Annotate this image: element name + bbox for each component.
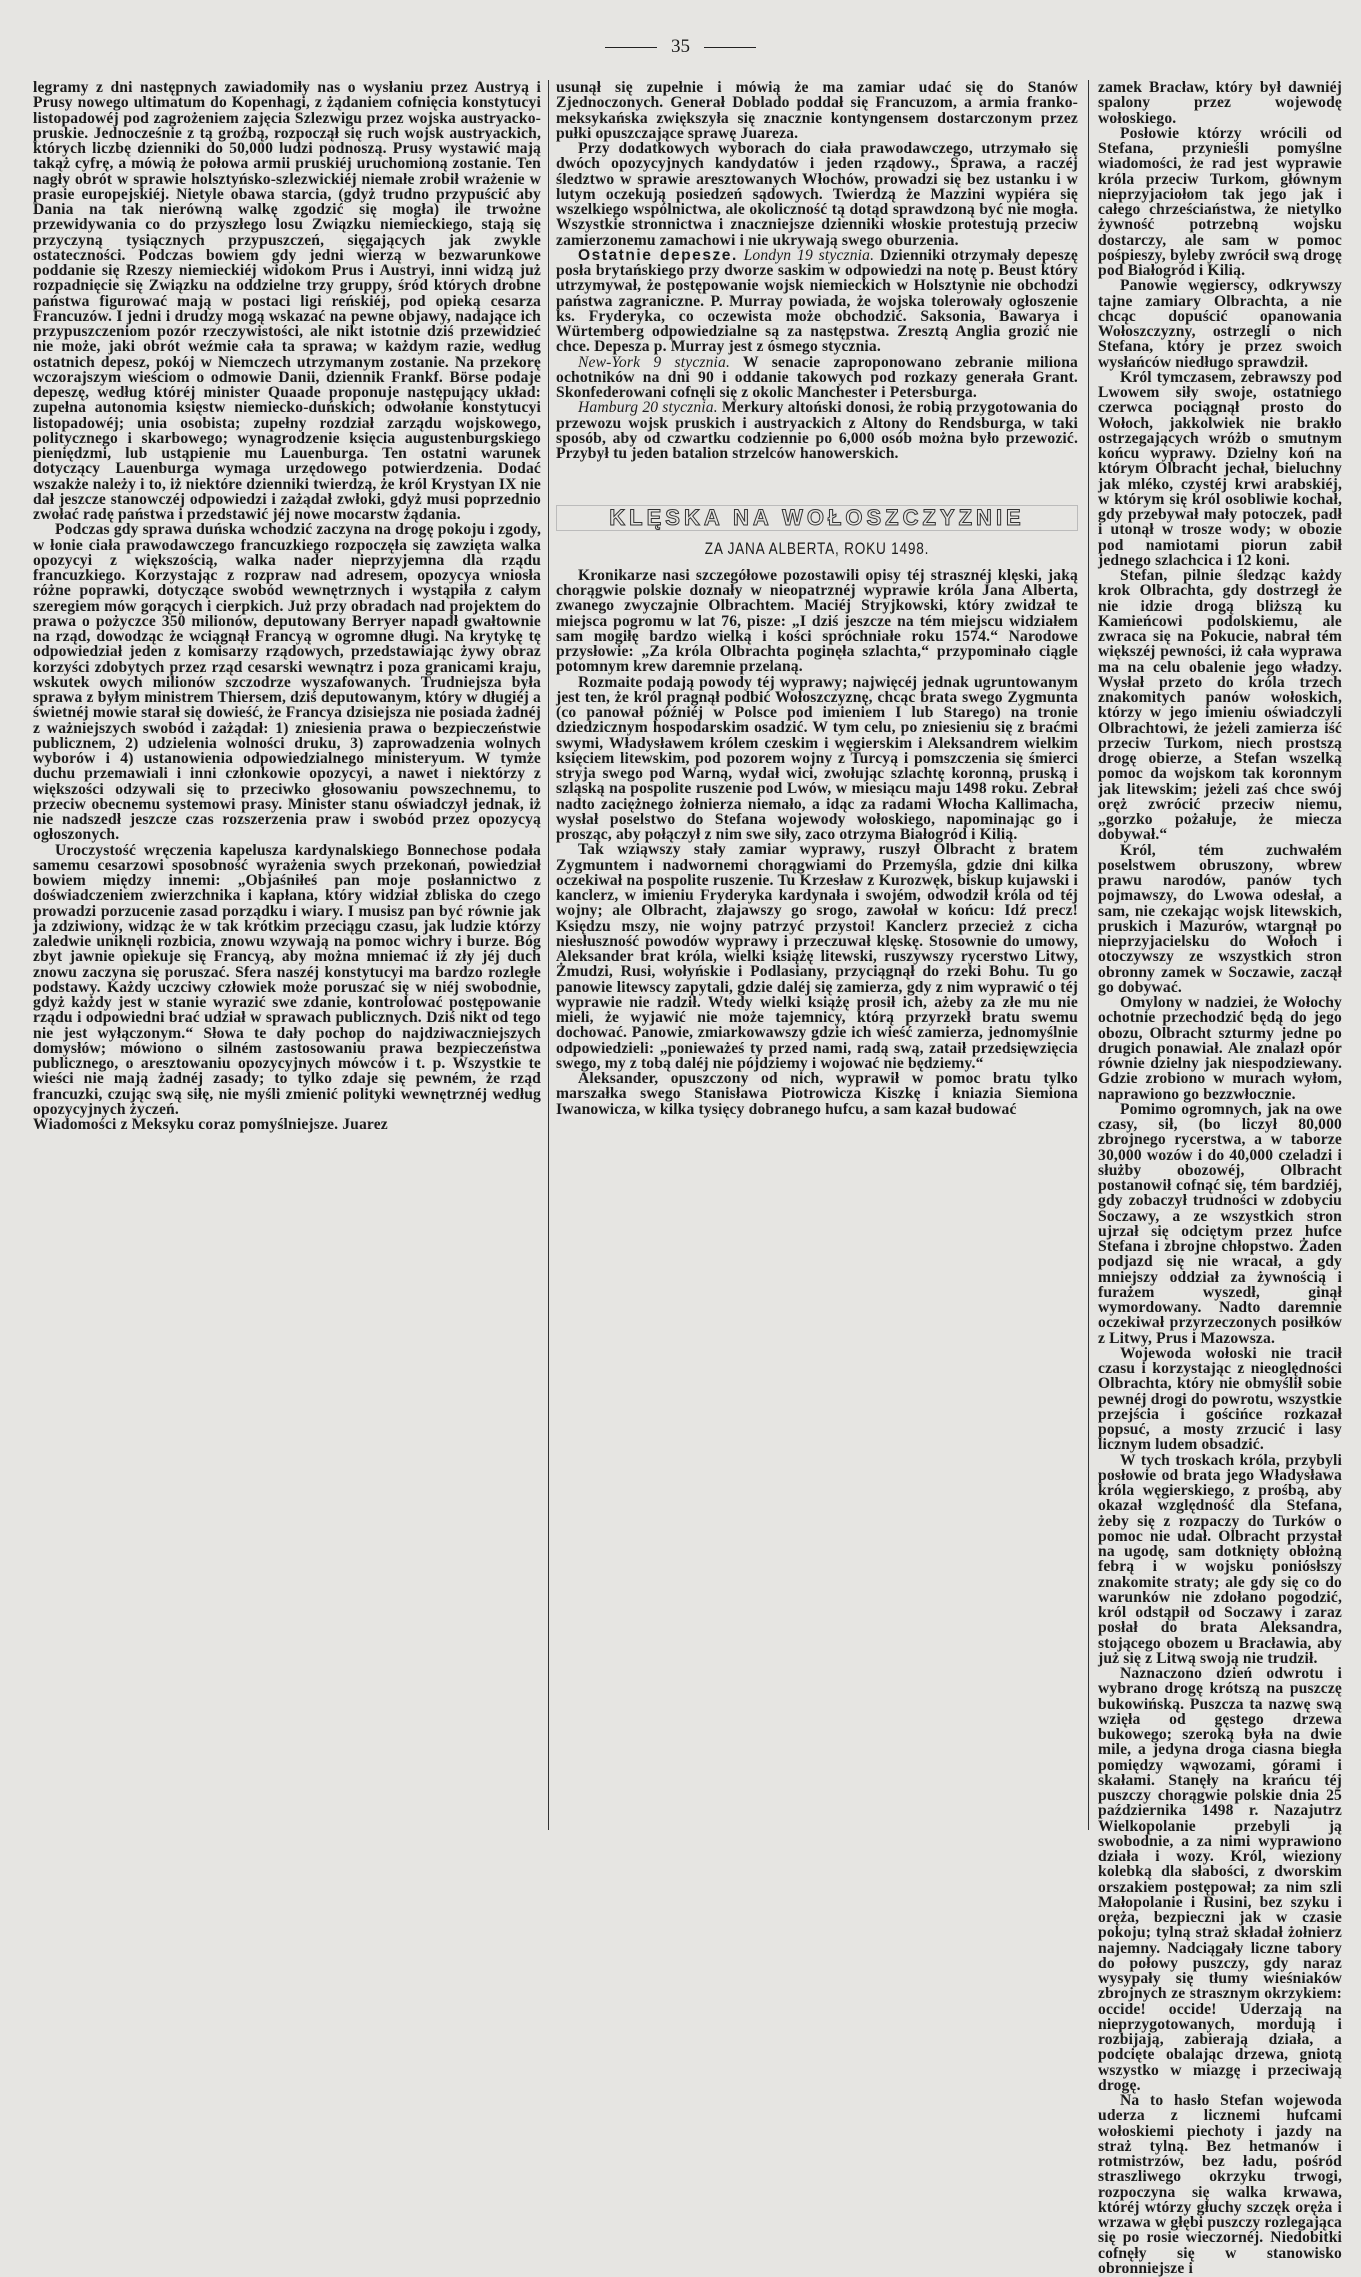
column-rule (548, 80, 549, 1830)
paragraph: W tych troskach króla, przybyli posłowie od brata jego Władysława króla węgierskiego, z prośbą, aby okazał względność dla Stefana, żeby się z rozpaczy do Turków o pomoc nie udał. Olbracht przystał na ugodę, sam dotknięty obłożną febrą i w wojsku poniósłszy znakomite straty; ale gdy się co do warunków nie zdołano pogodzić, król odstąpił od Soczawy i zaraz posłał do brata Aleksandra, stojącego obozem u Bracławia, aby już się z Litwą swoją nie trudził. (1098, 1451, 1342, 1667)
article-subtitle: ZA JANA ALBERTA, ROKU 1498. (704, 538, 930, 558)
paragraph: Na to hasło Stefan wojewoda uderza z licznemi hufcami wołoskiemi piechoty i jazdy na straż tylną. Bez hetmanów i rotmistrzów, bez ładu, pośród straszliwego okrzyku trwogi, rozpoczyna się walka krwawa, któréj wtórzy głuchy szczęk oręża i wrzawa w głębi puszczy rozlegająca się po rosie wieczornéj. Niedobitki cofnęły się w stanowisko obronniejsze i (1098, 2092, 1342, 2277)
paragraph: Stefan, pilnie śledząc każdy krok Olbrachta, gdy dostrzegł że nie idzie drogą bliższą ku Kamieńcowi podolskiemu, ale zwraca się na Pokucie, nabrał tém większéj pewności, iż cała wyprawa ma na celu obalenie jego władzy. Wysłał przeto do króla trzech znakomitych panów wołoskich, którzy w jego imieniu oświadczyli Olbrachtowi, że jeżeli zamierza iść przeciw Turkom, niech prostszą drogę obierze, a Stefan wszelką pomoc da wojskom tak koronnym jak litewskim; jeżeli zaś chce swój oręż zwrócić przeciw niemu, „gorzko pożałuje, że miecza dobywał.“ (1098, 567, 1342, 844)
dispatch-body: Dzienniki otrzymały depeszę posła brytańskiego przy dworze saskim w odpowiedzi na notę p. Beust który utrzymywał, że postępowanie wojsk niemieckich w Holsztynie nie obchodzi państwa zagraniczne. P. Murray powiada, że wojska tolerowały ogłoszenie ks. Fryderyka, co oczewista może obchodzić. Saksonia, Bawarya i Würtemberg odpowiedzialne są za następstwa. Zresztą Anglia grozić nie chce. Depesza p. Murray jest z ósmego stycznia. (556, 246, 1078, 356)
paragraph: usunął się zupełnie i mówią że ma zamiar udać się do Stanów Zjednoczonych. Generał Doblado poddał się Francuzom, a armia franko-meksykańska zwiększyła się znacznie kontyngensem dostarczonym przez pułki opuszczające sprawę Juareza. (556, 79, 1078, 142)
article-title: KLĘSKA NA WOŁOSZCZYZNIE (556, 505, 1078, 530)
paragraph: legramy z dni następnych zawiadomiły nas o wysłaniu przez Austryą i Prusy nowego ultimatum do Kopenhagi, z żądaniem cofnięcia konstytucyi listopadowéj pod zagrożeniem zajęcia Szlezwigu przez wojska austryacko-pruskie. Jednocześnie z tą groźbą, rozpoczął się ruch wojsk austryackich, których liczbę dzienniki do 50,000 ludzi podnoszą. Prusy wystawić mają takąż cyfrę, a mówią że połowa armii pruskiéj uruchomioną zostanie. Ten nagły obrót w sprawie holsztyńsko-szlezwickiéj niemałe zrobił wrażenie w prasie europejskiéj. Nietyle obawa starcia, (gdyż trudno przypuścić aby Dania na tak nierówną walkę zgodzić się mogła) ile trwożne przewidywania co do przyszłego losu Związku niemieckiego, stają się przyczyną tysiącznych przypuszczeń, sięgających jak zwykle ostateczności. Podczas bowiem gdy jedni wierzą w bezwarunkowe poddanie się Rzeszy niemieckiéj widokom Prus i Austryi, inni widzą już rozpadnięcie się Związku na oddzielne trzy gruppy, śród których drobne państwa figurować mają w postaci ligi reńskiéj, pod opieką cesarza Francuzów. I jedni i drudzy mogą wskazać na pewne objawy, nadające ich przypuszczeniom pozór rzeczywistości, ale nikt istotnie dziś przewidzieć nie może, jaki obrót weźmie cała ta sprawa; w każdym razie, według ostatnich depesz, pokój w Niemczech utrzymanym zostanie. Na przekorę wczorajszym wieściom o odmowie Danii, dziennik Frankf. Börse podaje depeszę, według któréj minister Quaade proponuje następujący układ: zupełna autonomia księstw niemiecko-duńskich; odwołanie konstytucyi listopadowéj; unia osobista; zupełny rozdział zarządu wojskowego, politycznego i skarbowego; wynagrodzenie księcia augustenburgskiego pieniędzmi, lub ustąpienie mu Lauenburga. Ten ostatni warunek dotyczący Lauenburga wymaga urzędowego potwierdzenia. Dodać wszakże należy i to, iż niektóre dzienniki twierdzą, że król Krystyan IX nie dał jeszcze stanowczéj odpowiedzi i zażądał zwłoki, gdyż musi poprzednio zwołać radę państwa i przedstawić jéj nowe mocarstw żądania. (33, 79, 541, 523)
dispatch (556, 355, 1078, 401)
column-rule (1088, 80, 1089, 1830)
paragraph: Wojewoda wołoski nie tracił czasu i korzystając z nieoględności Olbrachta, który nie obmyślił sobie pewnéj drogi do powrotu, wszystkie przejścia i gościńce rozkazał popsuć, a mosty zrzucić i lasy licznym ludem obsadzić. (1098, 1344, 1342, 1454)
paragraph: Pomimo ogromnych, jak na owe czasy, sił, (bo liczył 80,000 zbrojnego rycerstwa, a w taborze 30,000 wozów i do 40,000 czeladzi i służby obozowéj, Olbracht postanowił cofnąć się, tém bardziéj, gdy zobaczył trudności w zdobyciu Soczawy, a ze wszystkich stron ujrzał się odciętym przez hufce Stefana i zbrojne chłopstwo. Żaden podjazd się nie wracał, a gdy mniejszy oddział za żywnością i furażem wyszedł, ginął wymordowany. Nadto daremnie oczekiwał przyrzeczonych posiłków z Litwy, Prus i Mazowsza. (1098, 1100, 1342, 1347)
paragraph: Król, tém zuchwałém poselstwem obruszony, wbrew prawu narodów, panów tych pojmawszy, do Lwowa odesłał, a sam, nie czekając wojsk litewskich, pruskich i Mazurów, wtargnął po nieprzyjacielsku do Wołoch i otoczywszy ze wszystkich stron obronny zamek w Soczawie, zaczął go dobywać. (1098, 841, 1342, 996)
paragraph: Przy dodatkowych wyborach do ciała prawodawczego, utrzymało się dwóch opozycyjnych kandydatów i jeden rządowy., Sprawa, a raczéj śledztwo w sprawie aresztowanych Włochów, prowadzi się bez ustanku i w lutym oczekują posiedzeń sądowych. Twierdzą że Mazzini wypiéra się wszelkiego wspólnictwa, ale okoliczność tą dotąd sprawdzoną być nie mogła. Wszystkie stronnictwa i znaczniejsze dzienniki włoskie protestują przeciw zamierzonemu zamachowi i nie ukrywają swego oburzenia. (556, 140, 1078, 249)
dispatch (556, 400, 1078, 461)
paragraph: Naznaczono dzień odwrotu i wybrano drogę krótszą na puszczę bukowińską. Puszcza ta nazwę swą wzięła od gęstego drzewa bukowego; szeroką była na dwie mile, a jedyna droga ciasna biegła pomiędzy wąwozami, górami i skałami. Stanęły na krańcu téj puszczy chorągwie polskie dnia 25 października 1498 r. Nazajutrz Wielkopolanie przebyli ją swobodnie, a za nimi wyprawiono działa i wozy. Król, wieziony kolebką dla słabości, z dworskim orszakiem postępował; za nim szli Małopolanie i Rusini, bez szyku i oręża, bezpieczni jak w czasie pokoju; tylną straż składał żołnierz najemny. Nadciągały liczne tabory do połowy puszczy, gdy naraz wysypały się tłumy wieśniaków zbrojnych ze strasznym okrzykiem: occide! occide! Uderzają na nieprzygotowanych, mordują i rozbijają, zabierają działa, a podcięte obalając drzewa, gniotą wszystko w miazgę i przeciwają drogę. (1098, 1665, 1342, 2094)
middle-column (556, 80, 1078, 1117)
paragraph: Wiadomości z Meksyku coraz pomyślniejsze. Juarez (33, 1116, 388, 1133)
dispatch-lead: Ostatnie depesze. (578, 246, 738, 264)
dispatch (556, 248, 1078, 355)
paragraph: Rozmaite podają powody téj wyprawy; najwięcéj jednak ugruntowanym jest ten, że król pragnął podbić Wołoszczyznę, chcąc brata swego Zygmunta (co panował późniéj w Polsce pod imieniem I lub Starego) na tronie dziedzicznym hospodarskim osadzić. W tym celu, po zniesieniu się z braćmi swymi, Władysławem królem czeskim i węgierskim i Aleksandrem wielkim księciem litewskim, pod pozorem wojny z Turcyą i pomszczenia się śmierci stryja swego pod Warną, wydał wici, zwołując szlachtę koronną, pruską i szląską na pospolite ruszenie pod Lwów, w miesiącu maju 1498 roku. Zebrał nadto zaciężnego żołnierza niemało, a idąc za radami Włocha Kallimacha, wysłał poselstwo do Stefana wojewody wołoskiego, napominając go i prosząc, aby połączył z nim swe siły, zaco otrzyma Białogród i Kilią. (556, 673, 1078, 843)
right-column (1098, 80, 1342, 2276)
dispatch-body: Merkury altoński donosi, że robią przygotowania do przewozu wojsk pruskich i austryackich z Altony do Rendsburga, w taki sposób, aby od czwartku codziennie po 6,000 osób można było przewozić. Przybył tu jeden batalion strzelców hanowerskich. (556, 399, 1078, 462)
page-number: 35 (0, 36, 1361, 58)
paragraph: Podczas gdy sprawa duńska wchodzić zaczyna na drogę pokoju i zgody, w łonie ciała prawodawczego francuzkiego rozpoczęła się zawzięta walka opozycyi z większością, walka nader nieprzyjemna dla rządu francuzkiego. Korzystając z rozpraw nad adresem, opozycya wniosła różne poprawki, dotyczące swobód wewnętrznych i wystąpiła z całym szeregiem mów gorących i cierpkich. Już przy obradach nad projektem do prawa o pożyczce 350 milionów, deputowany Berryer napadł gwałtownie na rząd, dowodząc że wciągnął Francyą w ogromne długi. Na krytykę tę odpowiedział jeden z komisarzy rządowych, przedstawiając żywy obraz korzyści zdobytych przez rząd cesarski wewnątrz i poza granicami kraju, wskutek owych milionów szczodrze wyszafowanych. Trudniejsza była sprawa z byłym ministrem Thiersem, dziś deputowanym, który w długiéj a świetnéj mowie starał się dowieść, że Francya dzisiejsza nie posiada żadnéj z ważniejszych swobód i zażądał: 1) zniesienia prawa o bezpieczeństwie publicznem, 2) udzielenia wolności druku, 3) zaprowadzenia wolnych wyborów i 4) ustanowienia odpowiedzialnego ministeryum. W tymże duchu przemawiali i inni członkowie opozycyi, a nawet i niektórzy z większości odzywali się to przeciwko głosowaniu powszechnemu, to przeciw obecnemu systemowi prasy. Minister stanu oświadczył jednak, iż nie nadszedł jeszcze czas rozszerzenia praw i swobód przez opozycyą ogłoszonych. (33, 521, 541, 844)
dispatch-dateline: Hamburg 20 stycznia. (578, 399, 718, 417)
paragraph: Omylony w nadziei, że Wołochy ochotnie przechodzić będą do jego obozu, Olbracht szturmy jedne po drugich ponawiał. Ale znalazł opór równie dzielny jak niespodziewany. Gdzie zrobiono w murach wyłom, naprawiono go bezzwłocznie. (1098, 994, 1342, 1103)
left-column (33, 80, 541, 1132)
dispatch-dateline: New-York 9 stycznia. (578, 353, 731, 371)
paragraph: Aleksander, opuszczony od nich, wyprawił w pomoc bratu tylko marszałka swego Stanisława Piotrowicza Kiszkę i kniazia Siemiona Iwanowicza, w kilka tysięcy dobranego hufcu, a sam kazał budować (556, 1070, 1078, 1118)
paragraph: zamek Bracław, który był dawniéj spalony przez wojewodę wołoskiego. (1098, 79, 1342, 127)
paragraph: Kronikarze nasi szczegółowe pozostawili opisy téj strasznéj klęski, jaką chorągwie polskie doznały w nieopatrznéj wyprawie króla Jana Alberta, zwanego zwyczajnie Olbrachtem. Maciéj Stryjkowski, który zwidzał te miejsca pogromu w lat 76, pisze: „I dziś jeszcze na tém miejscu widziałem sam mogiłę bardzo wielką i kości spróchniałe roku 1574.“ Narodowe przysłowie: „Za króla Olbrachta poginęła szlachta,“ przypominało ciągle potomnym krew daremnie przelaną. (556, 566, 1078, 676)
paragraph: Posłowie którzy wrócili od Stefana, przynieśli pomyślne wiadomości, że rad jest wyprawie króla przeciw Turkom, głównym nieprzyjaciołom tak jego jak i całego chrześciaństwa, że nietylko żywność potrzebną wojsku dostarczy, ale sam w pomoc pośpieszy, byleby zwrócił swą drogę pod Białogród i Kilią. (1098, 124, 1342, 279)
dispatch-dateline: Londyn 19 stycznia. (743, 246, 875, 264)
paragraph: Król tymczasem, zebrawszy pod Lwowem siły swoje, ostatniego czerwca pociągnął prosto do Wołoch, jakkolwiek nie brakło ostrzegających wróżb o smutnym końcu wyprawy. Dzielny koń na którym Olbracht jechał, bieluchny jak mléko, czystéj krwi arabskiéj, w którym się król osobliwie kochał, gdy przebywał mały potoczek, padł i utonął w trosze wody; w obozie pod namiotami piorun zabił jednego szlachcica i 12 koni. (1098, 368, 1342, 569)
paragraph: Uroczystość wręczenia kapelusza kardynalskiego Bonnechose podała samemu cesarzowi sposobność wyrażenia swych przekonań, powiedział bowiem między innemi: „Objaśniłeś pan moje posłannictwo z doświadczeniem zwierzchnika i kapłana, który widział zbliska do czego prowadzi porzucenie zasad porządku i wiary. I musisz pan być równie jak ja zdziwiony, widząc że w tak krótkim przeciągu czasu, jak ludzie którzy zaledwie uniknęli rozbicia, znowu wzywają na pomoc wichry i burze. Bóg zbyt jawnie opiekuje się Francyą, aby można mniemać iż zły jéj duch znowu zaczyna się poruszać. Sfera naszéj konstytucyi ma bardzo rozległe podstawy. Każdy uczciwy człowiek może poruszać się w niéj swobodnie, gdyż każdy jest w stanie wyrazić swe zdanie, kontrolować postępowanie rządu i odpowiedni brać udział w sprawach publicznych. Dziś nikt od tego nie jest wyłączonym.“ Słowa te dały pochop do najdziwaczniejszych domysłów; mówiono o silném zastosowaniu prawa bezpieczeństwa publicznego, o aresztowaniu opozycyjnych mówców i t. p. Wszystkie te wieści nie mają żadnéj zasady; to tylko zdaje się pewném, że rząd francuzki, czując swą siłę, nie myśli zmienić polityki wewnętrznéj według opozycyjnych życzeń. (33, 841, 541, 1118)
dispatch-body: W senacie zaproponowano zebranie miliona ochotników na dni 90 i oddanie takowych pod rozkazy generała Grant. Skonfederowani cofnęli się z okolic Manchester i Petersburga. (556, 353, 1078, 401)
paragraph: Tak wziąwszy stały zamiar wyprawy, ruszył Olbracht z bratem Zygmuntem i nadwornemi chorągwiami do Przemyśla, gdzie dni kilka oczekiwał na pospolite ruszenie. Tu Krzesław z Kurozwęk, biskup kujawski i kanclerz, w imieniu Fryderyka kardynała i swojém, odwodził króla od téj wojny; ale Olbracht, złajawszy go srogo, zawołał w końcu: Idź precz! Księdzu mszy, nie wojny patrzyć przystoi! Kanclerz przecież z cicha niesłuszność powodów wyprawy i przeczuwał klęskę. Stosownie do umowy, Aleksander brat króla, wielki książę litewski, ruszywszy rycerstwo Litwy, Żmudzi, Rusi, wołyńskie i Podlasiany, przyciągnął do rzeki Bohu. Tu go panowie litewscy zapytali, gdzie daléj się zamierza, gdy z nim wyprawić o téj wyprawie nie radził. Wtedy wielki książę prosił ich, ażeby za złe mu nie mieli, że wyjawić nie może tajemnicy, którą przyrzekł bratu swemu dochować. Panowie, zmiarkowawszy gdzie ich wieść zamierza, jednomyślnie odpowiedzieli: „ponieważeś ty przed nami, radą swą, zataił przedsięwzięcia swego, my z tobą daléj nie pójdziemy i wojować nie będziemy.“ (556, 841, 1078, 1072)
paragraph: Panowie węgierscy, odkrywszy tajne zamiary Olbrachta, a nie chcąc dopuścić opanowania Wołoszczyzny, ostrzegli o nich Stefana, który je przez swoich wysłańców niedługo sprawdził. (1098, 277, 1342, 371)
